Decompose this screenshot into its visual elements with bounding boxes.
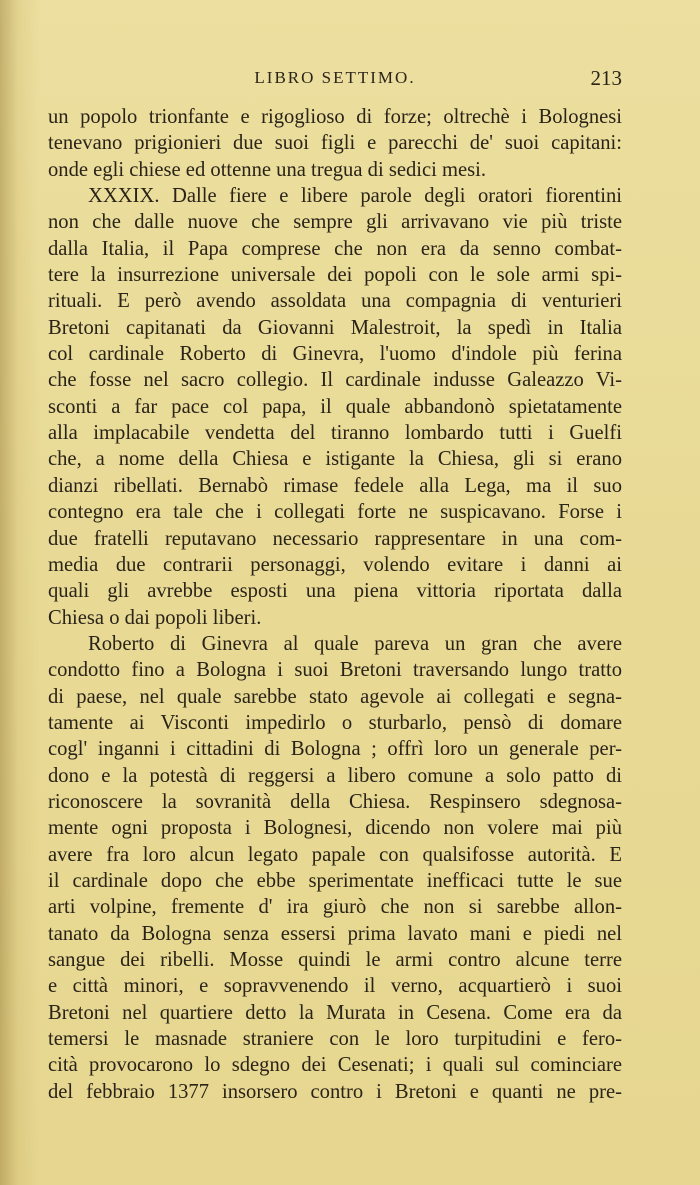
text-line: onde egli chiese ed ottenne una tregua di sedici mesi. — [48, 158, 487, 181]
text-line: temersi le masnade straniere con le loro turpitudini e fero- — [48, 1028, 622, 1051]
body-text — [48, 104, 622, 1105]
text-line: avere fra loro alcun legato papale con qualsifosse autorità. E — [48, 843, 622, 866]
text-line: XXXIX. Dalle fiere e libere parole degli oratori fiorentini — [88, 185, 622, 208]
text-line: arti volpine, fremente d' ira giurò che non si sarebbe allon- — [48, 896, 622, 919]
text-line: di paese, nel quale sarebbe stato agevole ai collegati e segna- — [48, 685, 622, 708]
text-line: dalla Italia, il Papa comprese che non era da senno combat- — [48, 237, 622, 260]
text-line: un popolo trionfante e rigoglioso di forze; oltrechè i Bolognesi — [48, 106, 622, 128]
text-line: e città minori, e sopravvenendo il verno, acquartierò i suoi — [48, 975, 622, 998]
text-line: tere la insurrezione universale dei popoli con le sole armi spi- — [48, 264, 622, 287]
text-line: cità provocarono lo sdegno dei Cesenati; i quali sul cominciare — [48, 1054, 622, 1077]
text-line: mente ogni proposta i Bolognesi, dicendo non volere mai più — [48, 817, 622, 840]
text-line: il cardinale dopo che ebbe sperimentate inefficaci tutte le sue — [48, 869, 622, 892]
text-line: condotto fino a Bologna i suoi Bretoni traversando lungo tratto — [48, 659, 622, 682]
text-line: cogl' inganni i cittadini di Bologna ; offrì loro un generale per- — [48, 738, 622, 761]
running-head — [48, 68, 622, 92]
text-line: Bretoni capitanati da Giovanni Malestroit, la spedì in Italia — [48, 316, 622, 339]
text-line: tanato da Bologna senza essersi prima lavato mani e piedi nel — [48, 922, 622, 945]
text-line: sconti a far pace col papa, il quale abbandonò spietatamente — [48, 395, 622, 418]
text-line: sangue dei ribelli. Mosse quindi le armi contro alcune terre — [48, 949, 622, 971]
text-line: Roberto di Ginevra al quale pareva un gran che avere — [88, 632, 622, 655]
text-line: dono e la potestà di reggersi a libero comune a solo patto di — [48, 764, 622, 787]
text-line: media due contrarii personaggi, volendo evitare i danni ai — [48, 553, 622, 576]
text-line: Bretoni nel quartiere detto la Murata in Cesena. Come era da — [48, 1001, 622, 1024]
text-line: che fosse nel sacro collegio. Il cardinale indusse Galeazzo Vi- — [48, 369, 622, 392]
page-number: 213 — [590, 66, 622, 90]
text-line: non che dalle nuove che sempre gli arrivavano vie più triste — [48, 211, 622, 234]
text-line: che, a nome della Chiesa e istigante la Chiesa, gli si erano — [48, 448, 622, 471]
running-title: LIBRO SETTIMO. — [254, 68, 416, 87]
text-line: riconoscere la sovranità della Chiesa. Respinsero sdegnosa- — [48, 790, 622, 813]
text-line: alla implacabile vendetta del tiranno lombardo tutti i Guelfi — [48, 422, 622, 445]
text-line: dianzi ribellati. Bernabò rimase fedele alla Lega, ma il suo — [48, 474, 622, 497]
text-line: tamente ai Visconti impedirlo o sturbarlo, pensò di domare — [48, 711, 622, 734]
text-line: Chiesa o dai popoli liberi. — [48, 606, 262, 629]
text-line: rituali. E però avendo assoldata una compagnia di venturieri — [48, 290, 622, 313]
text-line: col cardinale Roberto di Ginevra, l'uomo d'indole più ferina — [48, 343, 622, 366]
text-line: del febbraio 1377 insorsero contro i Bretoni e quanti ne pre- — [48, 1080, 622, 1103]
text-line: tenevano prigionieri due suoi figli e parecchi de' suoi capitani: — [48, 132, 622, 155]
text-line: contegno era tale che i collegati forte ne suspicavano. Forse i — [48, 501, 622, 524]
text-line: quali gli avrebbe esposti una piena vittoria riportata dalla — [48, 580, 622, 603]
text-line: due fratelli reputavano necessario rappresentare in una com- — [48, 527, 622, 550]
